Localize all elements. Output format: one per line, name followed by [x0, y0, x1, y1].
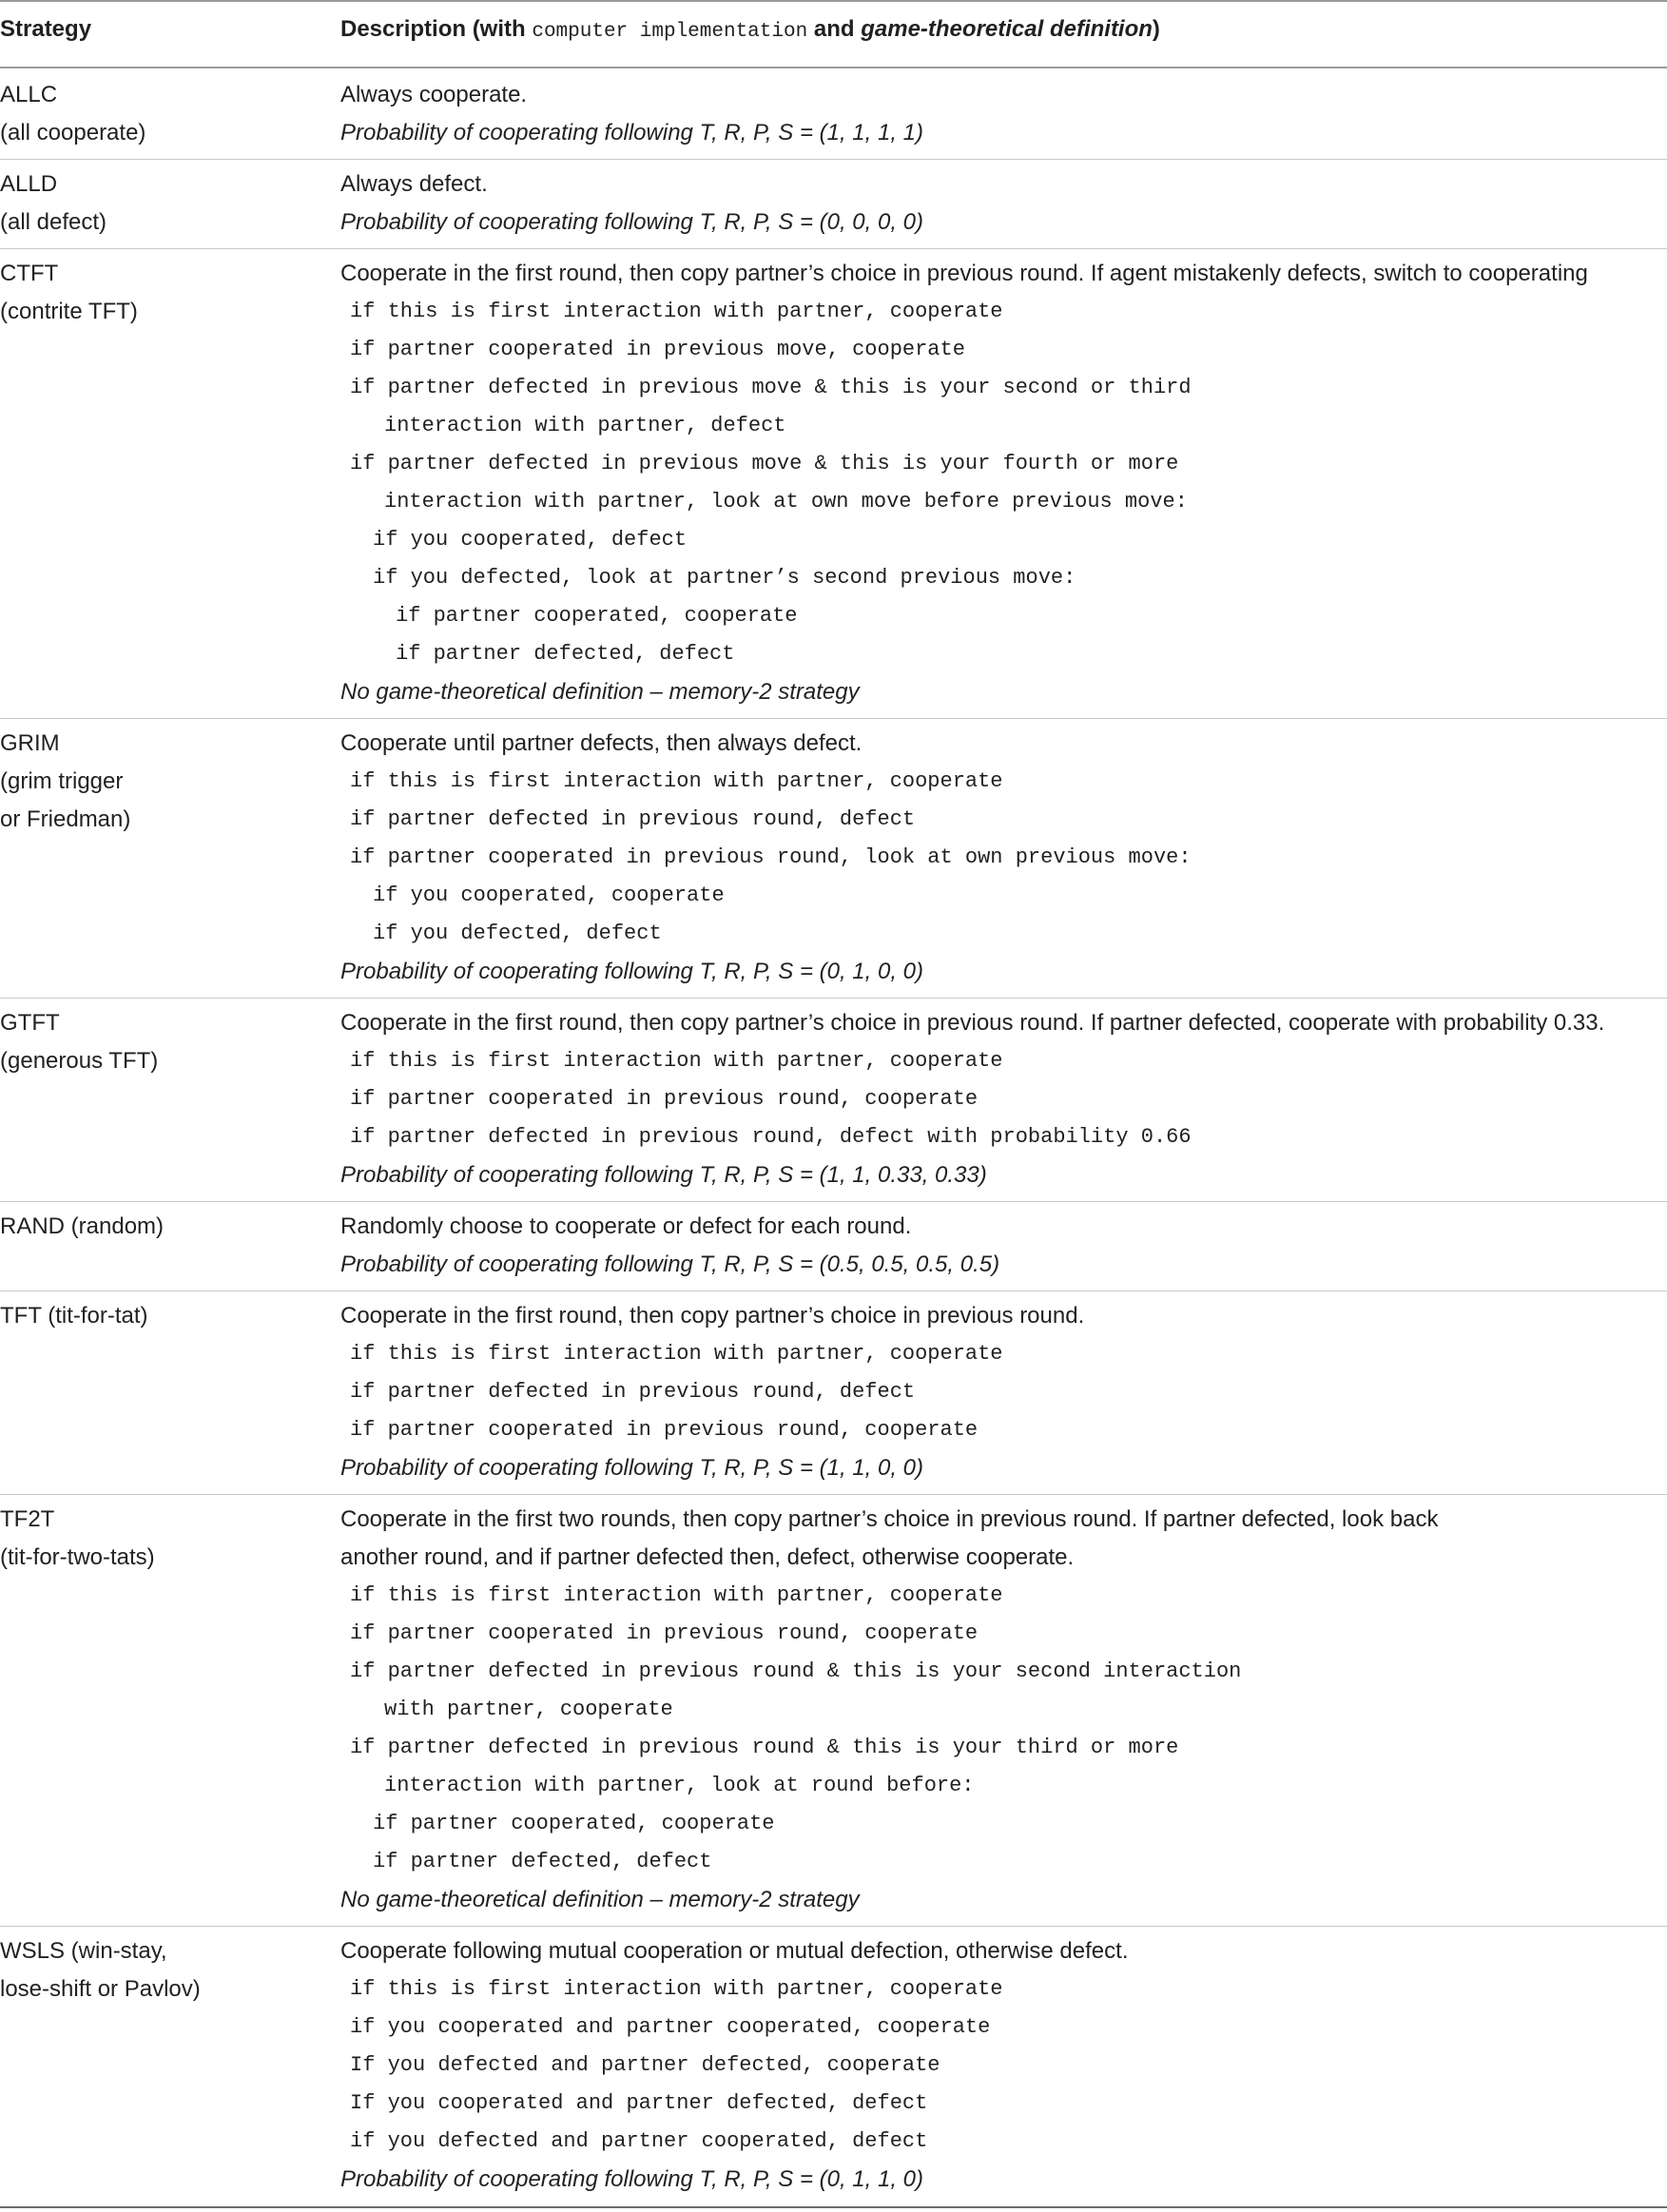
strategy-name-line: lose-shift or Pavlov) [0, 1976, 201, 2002]
strategy-name-line: WSLS (win-stay, [0, 1938, 167, 1964]
strategy-name [0, 255, 323, 331]
row-divider [0, 998, 1667, 999]
description-text: Cooperate following mutual cooperation or mutual defection, otherwise defect. [340, 1938, 1129, 1964]
definition-line: Probability of cooperating following T, R, P, S = (0, 0, 0, 0) [340, 209, 924, 235]
definition-line: Probability of cooperating following T, R, P, S = (0, 1, 0, 0) [340, 959, 924, 984]
row-divider [0, 1494, 1667, 1495]
row-divider [0, 1290, 1667, 1291]
description-text: Always defect. [340, 171, 488, 197]
description-text: Cooperate in the first round, then copy partner’s choice in previous round. If agent mistakenly defects, switch to cooperating [340, 261, 1588, 286]
strategy-description [340, 725, 1667, 991]
code-line: if you defected, look at partner’s second previous move: [373, 566, 1076, 590]
code-line: if partner cooperated in previous round, cooperate [350, 1621, 979, 1645]
code-line: interaction with partner, defect [384, 414, 786, 437]
header-desc-code: computer implementation [532, 21, 808, 43]
code-line: if you cooperated, cooperate [373, 883, 725, 907]
strategy-description [340, 1004, 1667, 1194]
table-top-rule [0, 0, 1667, 2]
strategy-name-line: (tit-for-two-tats) [0, 1544, 155, 1570]
row-divider [0, 1201, 1667, 1202]
description-text: Cooperate until partner defects, then always defect. [340, 730, 863, 756]
strategy-name [0, 1208, 323, 1246]
strategy-name-line: (contrite TFT) [0, 299, 138, 324]
strategy-name-line: GTFT [0, 1010, 60, 1036]
code-line: if you defected, defect [373, 922, 662, 945]
code-line: if this is first interaction with partner, cooperate [350, 769, 1003, 793]
row-divider [0, 718, 1667, 719]
strategy-description [340, 165, 1667, 242]
strategy-name [0, 76, 323, 152]
strategy-name-line: ALLD [0, 171, 58, 197]
code-line: if this is first interaction with partner, cooperate [350, 1977, 1003, 2001]
strategy-name [0, 725, 323, 839]
code-line: if partner cooperated, cooperate [396, 604, 798, 628]
strategy-name-line: (grim trigger [0, 768, 124, 794]
strategy-name [0, 1501, 323, 1577]
strategy-name-line: (all cooperate) [0, 120, 146, 146]
header-desc-prefix: Description (with [340, 16, 533, 42]
strategy-name-line: GRIM [0, 730, 60, 756]
code-line: If you defected and partner defected, cooperate [350, 2053, 940, 2077]
description-text: Cooperate in the first two rounds, then copy partner’s choice in previous round. If partner defected, look back [340, 1506, 1439, 1532]
header-desc-and: and [807, 16, 862, 42]
strategy-name-line: TFT (tit-for-tat) [0, 1303, 148, 1329]
definition-line: Probability of cooperating following T, R, P, S = (1, 1, 0, 0) [340, 1455, 924, 1481]
definition-line: No game-theoretical definition – memory-2 strategy [340, 679, 860, 705]
table-bottom-rule [0, 2206, 1667, 2208]
code-line: if partner defected in previous round & this is your third or more [350, 1736, 1179, 1759]
row-divider [0, 159, 1667, 160]
code-line: if this is first interaction with partner, cooperate [350, 1583, 1003, 1607]
definition-line: Probability of cooperating following T, R, P, S = (0, 1, 1, 0) [340, 2166, 924, 2192]
code-line: interaction with partner, look at round before: [384, 1774, 975, 1797]
header-strategy: Strategy [0, 16, 92, 42]
code-line: if partner defected in previous move & this is your fourth or more [350, 452, 1179, 475]
strategy-name-line: (generous TFT) [0, 1048, 159, 1074]
definition-line: Probability of cooperating following T, R, P, S = (1, 1, 0.33, 0.33) [340, 1162, 987, 1188]
code-line: if partner defected in previous move & this is your second or third [350, 376, 1192, 399]
description-text: Cooperate in the first round, then copy partner’s choice in previous round. If partner defected, cooperate with probability 0.33. [340, 1010, 1605, 1036]
code-line: if partner cooperated in previous round, look at own previous move: [350, 845, 1192, 869]
code-line: if you cooperated and partner cooperated, cooperate [350, 2015, 991, 2039]
strategy-description [340, 1297, 1667, 1487]
code-line: if you defected and partner cooperated, defect [350, 2129, 928, 2153]
strategy-description [340, 255, 1667, 711]
description-text: Cooperate in the first round, then copy partner’s choice in previous round. [340, 1303, 1085, 1329]
code-line: if partner defected in previous round, defect with probability 0.66 [350, 1125, 1192, 1149]
strategy-name [0, 1004, 323, 1080]
code-line: if partner cooperated in previous round, cooperate [350, 1418, 979, 1442]
definition-line: Probability of cooperating following T, R, P, S = (1, 1, 1, 1) [340, 120, 924, 146]
header-desc-def: game-theoretical definition [861, 16, 1153, 42]
code-line: if partner defected, defect [373, 1850, 712, 1873]
definition-line: No game-theoretical definition – memory-2 strategy [340, 1887, 860, 1912]
strategy-description [340, 76, 1667, 152]
strategy-name-line: CTFT [0, 261, 59, 286]
code-line: if partner defected in previous round, defect [350, 1380, 916, 1404]
row-divider [0, 1926, 1667, 1927]
strategy-name-line: RAND (random) [0, 1213, 165, 1239]
strategy-name-line: (all defect) [0, 209, 107, 235]
header-rule [0, 67, 1667, 68]
code-line: if this is first interaction with partner, cooperate [350, 1049, 1003, 1073]
code-line: if you cooperated, defect [373, 528, 688, 552]
header-desc-suffix: ) [1152, 16, 1160, 42]
code-line: if partner defected, defect [396, 642, 735, 666]
strategy-name-line: TF2T [0, 1506, 55, 1532]
code-line: interaction with partner, look at own move before previous move: [384, 490, 1188, 514]
strategy-name [0, 165, 323, 242]
strategy-name [0, 1297, 323, 1335]
code-line: if this is first interaction with partner, cooperate [350, 300, 1003, 323]
definition-line: Probability of cooperating following T, R, P, S = (0.5, 0.5, 0.5, 0.5) [340, 1252, 1000, 1277]
code-line: if partner cooperated in previous move, cooperate [350, 338, 965, 361]
code-line: if partner cooperated in previous round, cooperate [350, 1087, 979, 1111]
description-text: Always cooperate. [340, 82, 528, 107]
description-text: Randomly choose to cooperate or defect for each round. [340, 1213, 912, 1239]
code-line: if partner defected in previous round & this is your second interaction [350, 1659, 1242, 1683]
strategy-name [0, 1932, 323, 2008]
strategy-description [340, 1208, 1667, 1284]
strategy-description [340, 1932, 1667, 2199]
code-line: if this is first interaction with partner, cooperate [350, 1342, 1003, 1366]
strategy-name-line: ALLC [0, 82, 58, 107]
code-line: If you cooperated and partner defected, defect [350, 2091, 928, 2115]
description-text: another round, and if partner defected then, defect, otherwise cooperate. [340, 1544, 1075, 1570]
row-divider [0, 248, 1667, 249]
code-line: if partner cooperated, cooperate [373, 1812, 775, 1835]
header-description [340, 15, 1160, 47]
strategy-description [340, 1501, 1667, 1919]
code-line: if partner defected in previous round, defect [350, 807, 916, 831]
strategy-name-line: or Friedman) [0, 806, 131, 832]
code-line: with partner, cooperate [384, 1698, 673, 1721]
